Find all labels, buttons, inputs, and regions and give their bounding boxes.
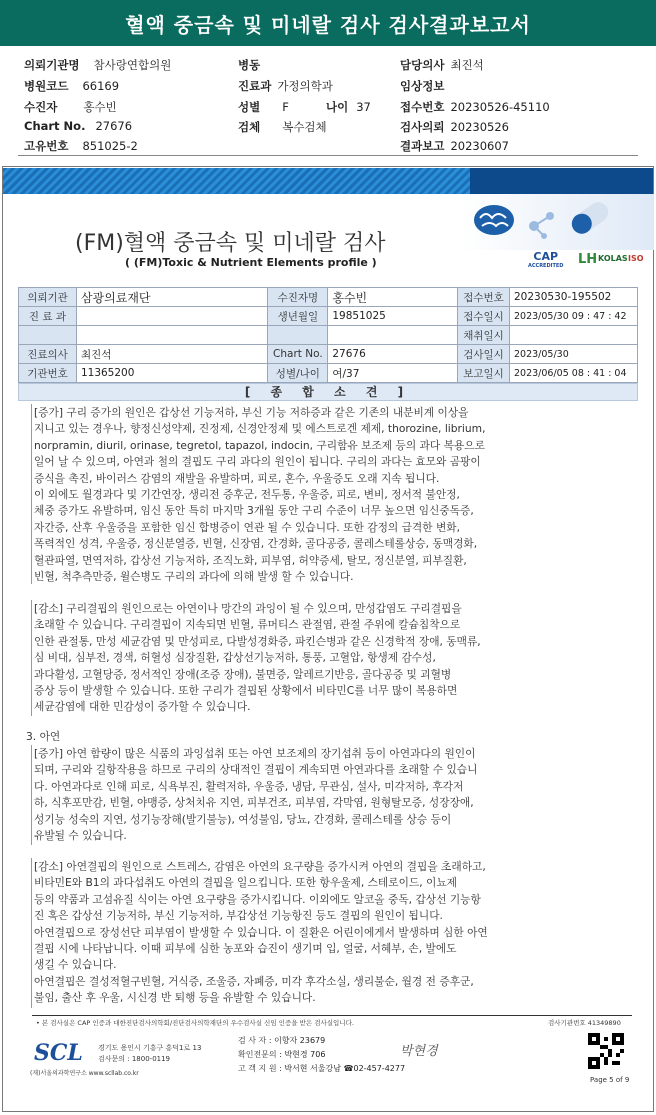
meta-accession-label: 접수번호 [400, 100, 445, 114]
text-line: 체중 증가도 유발하며, 임신 동안 특히 마지막 3개월 동안 구리 수준이 너무 높으면 임신중독증, [34, 504, 474, 518]
meta-patient [24, 99, 117, 115]
text-line: 하, 식후포만감, 빈혈, 야맹증, 상처치유 지연, 피부건조, 피부염, 각막염, 원형탈모증, 성장장애, [34, 796, 474, 810]
table-row [19, 288, 638, 307]
footer-support [238, 1063, 405, 1074]
capsule-icon [568, 198, 612, 237]
paragraph-bar [31, 858, 33, 1008]
meta-clinical-label: 임상정보 [400, 79, 445, 93]
text-line: 비타민E와 B1의 과다섭취도 아연의 결핍을 일으킵니다. 또한 항우울제, 스테로이드, 이뇨제 [34, 876, 457, 890]
table-label: Chart No. [268, 345, 328, 364]
zinc-decrease-paragraph [34, 859, 488, 1007]
text-line: 초래할 수 있습니다. 구리결핍이 지속되면 빈혈, 류머티스 관절염, 관절 주위에 칼슘침착으로 [34, 618, 461, 632]
meta-code-label: 병원코드 [24, 79, 69, 93]
kolas-logo: KOLAS [598, 254, 628, 263]
table-value: 2023/06/05 08 : 41 : 04 [510, 364, 638, 383]
text-line: 자간증, 산후 우울증을 포함한 임신 합병증이 연관 될 수 있습니다. 또한 감정의 급격한 변화, [34, 520, 461, 534]
meta-chart-value: 27676 [95, 119, 133, 133]
meta-requested-label: 검사의뢰 [400, 120, 445, 134]
summary-divider [18, 155, 638, 156]
copper-decrease-paragraph [34, 601, 481, 716]
reviewer-signature: 박현경 [400, 1044, 438, 1059]
meta-dept [238, 78, 333, 94]
report-banner-dark [470, 168, 653, 194]
text-line: 심 비대, 심부전, 경색, 허혈성 심장질환, 갑상선기능저하, 통풍, 고혈압, 항생제 감수성, [34, 651, 436, 665]
patient-info-table [18, 287, 638, 383]
table-value: 19851025 [328, 307, 458, 326]
table-label: 접수일시 [458, 307, 510, 326]
meta-age-label: 나이 [326, 100, 349, 114]
text-line: 등의 약품과 고섬유질 식이는 아연 요구량을 증가시킵니다. 이외에도 알코올 중독, 갑상선 기능항 [34, 892, 481, 906]
meta-reported [400, 138, 509, 154]
meta-doctor-label: 담당의사 [400, 58, 445, 72]
footer-divider [32, 1015, 632, 1016]
text-line: 증식을 촉진, 바이러스 감염의 재발을 유발하며, 피로, 혼수, 우울증도 오래 지속 됩니다. [34, 471, 440, 485]
table-label: 접수번호 [458, 288, 510, 307]
text-line: 이 외에도 월경과다 및 기간연장, 생리전 증후군, 전두통, 우울증, 피로, 변비, 정서적 불안정, [34, 488, 460, 502]
meta-client-label: 의뢰기관명 [24, 58, 80, 72]
table-value [510, 326, 638, 345]
footer-lab-number: 검사기관번호 41349890 [548, 1019, 621, 1027]
meta-id-value: 851025-2 [82, 139, 138, 153]
table-label [19, 326, 77, 345]
iso-logo: ISO [628, 254, 644, 263]
meta-specimen-label: 검체 [238, 120, 261, 134]
reviewer-label: 확인전문의 : [238, 1050, 282, 1059]
text-line: norpramin, diuril, orinase, tegretol, tapazol, indocin, 구리함유 보조제 등의 과다 복용으로 [34, 438, 485, 452]
table-value: 홍수빈 [328, 288, 458, 307]
table-value: 최진석 [76, 345, 267, 364]
tester-value: 이향자 23679 [274, 1036, 326, 1045]
meta-accession-value: 20230526-45110 [450, 100, 550, 114]
report-title-bar [0, 0, 656, 46]
meta-code [24, 78, 119, 94]
table-label: 수진자명 [268, 288, 328, 307]
table-value: 27676 [328, 345, 458, 364]
meta-reported-value: 20230607 [450, 139, 509, 153]
text-line: 빈혈, 척추측만증, 윌슨병도 구리의 과다에 의해 발생 할 수 있습니다. [34, 570, 354, 584]
text-line: 세균감염에 대한 민감성이 증가할 수 있습니다. [34, 700, 251, 714]
summary-section-heading: [ 종 합 소 견 ] [18, 383, 638, 401]
text-line: 생길 수 있습니다. [34, 958, 117, 972]
table-value [76, 307, 267, 326]
text-line: [증가] 아연 함량이 많은 식품의 과잉섭취 또는 아연 보조제의 장기섭취 등이 아연과다의 원인이 [34, 747, 476, 760]
table-value: 11365200 [76, 364, 267, 383]
table-label: 검사일시 [458, 345, 510, 364]
report-subtitle: ( (FM)Toxic & Nutrient Elements profile ) [125, 256, 377, 269]
table-value: 2023/05/30 [510, 345, 638, 364]
text-line: 증상 등이 발생할 수 있습니다. 또한 구리가 결핍된 상황에서 비타민C를 너무 많이 복용하면 [34, 684, 458, 698]
cap-logo [528, 250, 563, 269]
text-line: [감소] 아연결핍의 원인으로 스트레스, 감염은 아연의 요구량을 증가시켜 아연의 결핍을 초래하고, [34, 860, 486, 873]
paragraph-bar [31, 600, 33, 716]
meta-chart-label: Chart No. [24, 119, 86, 133]
footer-tester [238, 1035, 325, 1046]
cap-logo-text: CAP [533, 250, 559, 263]
footer-phone: 검사문의 : 1800-0119 [98, 1055, 171, 1063]
meta-accession [400, 99, 550, 115]
meta-doctor-value: 최진석 [450, 58, 484, 72]
lh-logo: LH [578, 252, 598, 267]
table-label [268, 326, 328, 345]
report-title: 혈액 중금속 및 미네랄 검사 검사결과보고서 [125, 12, 531, 37]
support-label: 고 객 지 원 : [238, 1064, 282, 1073]
table-value: 20230530-195502 [510, 288, 638, 307]
meta-specimen-value: 복수검체 [282, 120, 327, 134]
molecule-icon [529, 212, 554, 239]
table-value: 삼광의료재단 [76, 288, 267, 307]
table-row [19, 364, 638, 383]
table-label: 진 료 과 [19, 307, 77, 326]
tester-label: 검 사 자 : [238, 1036, 272, 1045]
text-line: 유발될 수 있습니다. [34, 829, 127, 843]
table-label: 성별/나이 [268, 364, 328, 383]
table-label: 진료의사 [19, 345, 77, 364]
scl-logo-sub: (재)서울의과학연구소 www.scllab.co.kr [30, 1070, 139, 1077]
footer-address: 경기도 용인시 기흥구 흥덕1로 13 [98, 1044, 202, 1052]
paragraph-bar [31, 745, 33, 845]
text-line: 지니고 있는 경우나, 향정신성약제, 진정제, 신경안정제 및 에스트로겐 제제, thorozine, librium, [34, 422, 486, 436]
table-label: 보고일시 [458, 364, 510, 383]
support-value: 박서현 서울강남 ☎02-457-4277 [284, 1064, 406, 1073]
scl-logo: SCL [34, 1040, 83, 1066]
reviewer-value: 박현경 706 [284, 1050, 326, 1059]
brain-icon [474, 205, 514, 235]
text-line: [감소] 구리결핍의 원인으로는 아연이나 망간의 과잉이 될 수 있으며, 만성갑염도 구리결핍을 [34, 602, 462, 615]
meta-age-value: 37 [356, 100, 371, 114]
meta-requested [400, 119, 509, 135]
meta-doctor [400, 57, 484, 73]
copper-increase-paragraph [34, 405, 485, 585]
meta-clinical [400, 78, 450, 94]
zinc-heading: 3. 아연 [26, 730, 61, 743]
table-row [19, 326, 638, 345]
text-line: 결핍 시에 나타납니다. 이때 피부에 심한 농포와 습진이 생기며 입, 얼굴, 서혜부, 손, 발에도 [34, 942, 457, 956]
zinc-increase-paragraph [34, 746, 477, 844]
meta-requested-value: 20230526 [450, 120, 509, 134]
meta-sex-label: 성별 [238, 100, 261, 114]
table-value [76, 326, 267, 345]
meta-ward-label: 병동 [238, 58, 261, 72]
text-line: 성기능 성숙의 지연, 성기능장해(발기불능), 여성불임, 당뇨, 간경화, 콜레스테롤 상승 등이 [34, 812, 452, 826]
meta-ward [238, 57, 274, 73]
meta-reported-label: 결과보고 [400, 139, 445, 153]
meta-sex-value: F [282, 100, 289, 114]
footer-reviewer [238, 1049, 325, 1060]
meta-patient-label: 수진자 [24, 100, 58, 114]
text-line: 진 혹은 갑상선 기능저하, 부신 기능저하, 부갑상선 기능항진 등도 결핍의 원인이 됩니다. [34, 909, 443, 923]
meta-sex [238, 99, 289, 115]
meta-specimen [238, 119, 327, 135]
cap-logo-sub: ACCREDITED [528, 263, 564, 269]
meta-dept-label: 진료과 [238, 79, 272, 93]
table-label: 의뢰기관 [19, 288, 77, 307]
meta-chart [24, 119, 132, 133]
text-line: 혈관파열, 면역저하, 갑상선 기능저하, 조직노화, 피부염, 허약증세, 탈모, 정신분열, 피부질환, [34, 553, 467, 567]
table-label: 기관번호 [19, 364, 77, 383]
text-line: 아연결핍으로 장성선단 피부염이 발생할 수 있습니다. 이 질환은 어린이에게서 발생하며 심한 아연 [34, 925, 488, 939]
text-line: 일어 날 수 있으며, 아연과 철의 결핍도 구리 과다의 원인이 됩니다. 구리의 과다는 효모와 곰팡이 [34, 455, 481, 469]
table-row [19, 307, 638, 326]
meta-id [24, 138, 138, 154]
meta-client [24, 57, 171, 73]
meta-code-value: 66169 [82, 79, 120, 93]
table-value: 2023/05/30 09 : 47 : 42 [510, 307, 638, 326]
table-row [19, 345, 638, 364]
footer-cert-note: • 본 검사실은 CAP 인증과 대한진단검사의학회/진단검사의학재단의 우수검사실 신임 인증을 받은 검사실입니다. [36, 1019, 354, 1027]
report-main-title: (FM)혈액 중금속 및 미네랄 검사 [75, 231, 386, 256]
meta-patient-value: 홍수빈 [83, 100, 117, 114]
text-line: [증가] 구리 증가의 원인은 갑상선 기능저하, 부신 기능 저하증과 같은 기존의 내분비계 이상을 [34, 406, 469, 419]
meta-client-value: 참사랑연합의원 [93, 58, 172, 72]
qr-code-icon [588, 1033, 624, 1069]
text-line: 다. 아연과다로 인해 피로, 식욕부진, 활력저하, 우울증, 냉담, 무관심, 설사, 미각저하, 후각저 [34, 779, 464, 793]
text-line: 인한 관절통, 만성 세균감염 및 만성피로, 다발성경화증, 파킨슨병과 같은 신경학적 장애, 동맥류, [34, 634, 481, 648]
text-line: 불임, 출산 후 우울, 시신경 반 퇴행 등을 유발할 수 있습니다. [34, 991, 316, 1005]
table-label: 생년월일 [268, 307, 328, 326]
table-value [328, 326, 458, 345]
table-label: 채취일시 [458, 326, 510, 345]
meta-id-label: 고유번호 [24, 139, 69, 153]
page-number: Page 5 of 9 [590, 1076, 630, 1084]
text-line: 되며, 구리와 길항작용을 하므로 구리의 상대적인 결핍이 계속되면 아연과다를 초래할 수 있습니 [34, 763, 478, 777]
text-line: 과다활성, 고혈당증, 정서적인 장애(조증 장애), 불면증, 알레르기반응, 골다공증 및 괴혈병 [34, 667, 452, 681]
report-illustration [462, 196, 652, 254]
meta-age [326, 99, 371, 115]
table-value: 여/37 [328, 364, 458, 383]
paragraph-bar [31, 404, 33, 584]
text-line: 폭력적인 성격, 우울증, 정신분열증, 빈혈, 신장염, 간경화, 골다공증, 콜레스테롤상승, 동맥경화, [34, 537, 478, 551]
text-line: 아연결핍은 결성적혈구빈혈, 거식증, 조울증, 자폐증, 미각 후각소실, 생리불순, 월경 전 증후군, [34, 974, 474, 988]
meta-dept-value: 가정의학과 [277, 79, 333, 93]
